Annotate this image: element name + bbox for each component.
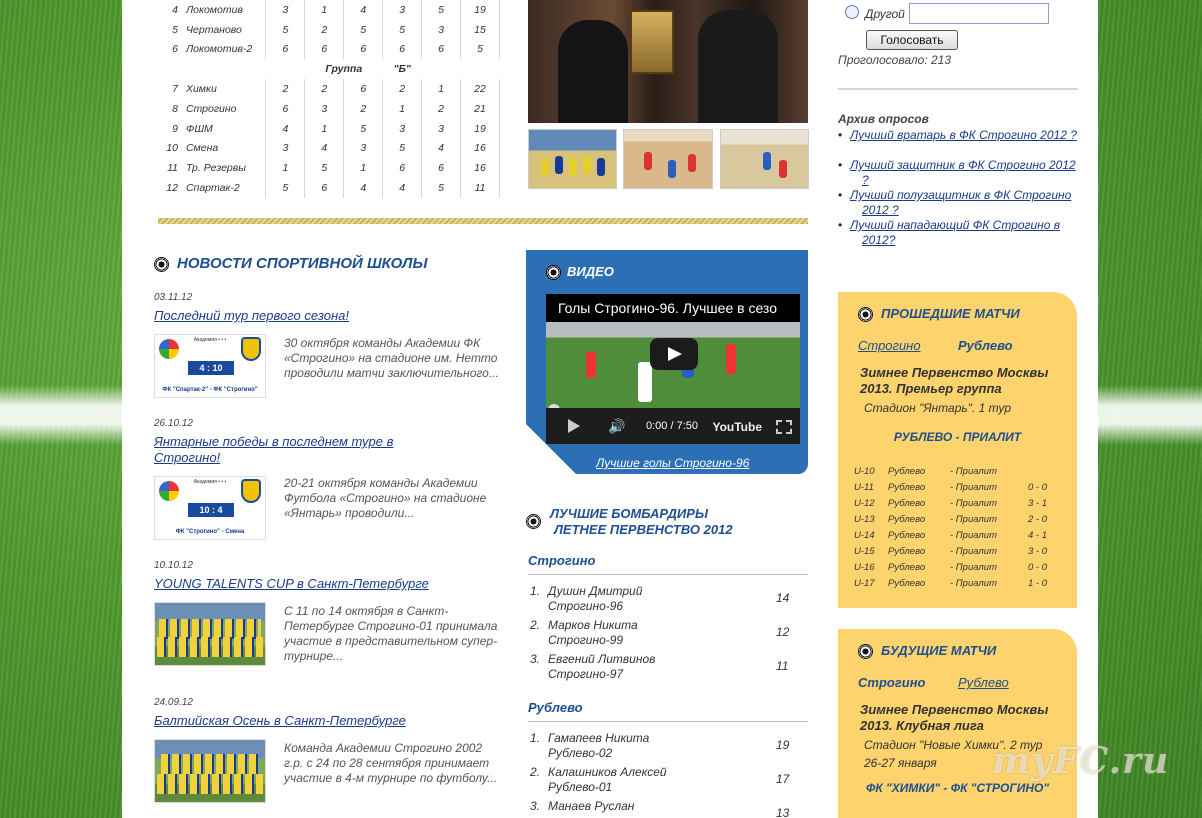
group-label: Группа: [325, 63, 363, 76]
standings-table: [158, 0, 500, 198]
scorer-name: [548, 731, 649, 761]
stat: 3: [266, 0, 305, 20]
scorer-goals: 17: [776, 772, 790, 786]
news-thumbnail[interactable]: [154, 739, 266, 803]
news-excerpt: С 11 по 14 октября в Санкт-Петербурге Строгино-01 принимала участие в представительном супер-турнире...: [284, 604, 498, 663]
stat: 5: [305, 158, 344, 178]
stat: 6: [422, 40, 461, 60]
scorer-name: [548, 584, 642, 614]
news-title-link[interactable]: Янтарные победы в последнем туре в Строгино!: [154, 434, 394, 465]
poll-option-radio[interactable]: [845, 5, 859, 19]
future-matches-heading-text: БУДУЩИЕ МАТЧИ: [881, 643, 997, 658]
scorer-rank: 2.: [530, 765, 541, 779]
away-team: - Приалит: [950, 482, 997, 493]
scorers-heading: [526, 506, 733, 538]
home-team: Рублево: [888, 466, 926, 477]
poll-archive-item: [838, 188, 1078, 218]
news-excerpt: 30 октября команды Академии ФК «Строгино» на стадионе им. Нетто проводили матчи заключительного...: [284, 336, 499, 380]
decorative-divider: [158, 218, 808, 224]
player-name: Душин Дмитрий: [548, 584, 643, 598]
news-date: 24.09.12: [154, 697, 193, 708]
news-title-link[interactable]: YOUNG TALENTS CUP в Санкт-Петербурге: [154, 576, 429, 591]
match-result-row: [854, 482, 1064, 498]
scorer-name: [548, 765, 667, 795]
vote-button[interactable]: Голосовать: [866, 30, 958, 50]
competition-name: Зимнее Первенство Москвы 2013. Премьер группа: [860, 365, 1049, 396]
scorer-goals: 14: [776, 591, 790, 605]
video-time: 0:00 / 7:50: [646, 420, 698, 432]
player-name: Калашников Алексей: [548, 765, 667, 779]
stat: 2: [305, 79, 344, 99]
stat: 5: [266, 20, 305, 40]
news-thumbnail[interactable]: [154, 476, 266, 540]
result-score: 3 - 1: [1028, 498, 1048, 509]
stat: 1: [266, 158, 305, 178]
club-crest-icon: [241, 337, 261, 361]
team-name: ФШМ: [182, 119, 266, 139]
poll-archive-item: [838, 218, 1078, 248]
stat: 21: [461, 99, 500, 119]
stat: 4: [383, 178, 422, 198]
stat: 1: [305, 0, 344, 20]
news-excerpt: 20-21 октября команды Академии Футбола «Строгино» на стадионе «Янтарь» проводили...: [284, 476, 487, 520]
field-chalk-line-right: [1098, 385, 1202, 445]
player-name: Евгений Литвинов: [548, 652, 656, 666]
scorer-goals: 11: [776, 659, 789, 673]
home-team: Рублево: [888, 546, 926, 557]
scorer-goals: 19: [776, 738, 790, 752]
photo-person: [698, 10, 778, 123]
home-team: Рублево: [888, 498, 926, 509]
stadium-info: Стадион "Новые Химки". 2 тур: [864, 738, 1043, 752]
poll-archive-item: [838, 158, 1078, 188]
stat: 3: [383, 0, 422, 20]
photo-figure: [763, 152, 771, 170]
photo-figure: [555, 156, 563, 174]
away-team: - Приалит: [950, 546, 997, 557]
match-score: 10 : 4: [188, 503, 234, 517]
age-group: U-11: [854, 482, 874, 493]
scorer-rank: 1.: [530, 731, 541, 745]
news-title-link[interactable]: Балтийская Осень в Санкт-Петербурге: [154, 713, 406, 728]
result-score: 3 - 0: [1028, 546, 1048, 557]
blank-cell: [158, 59, 182, 79]
result-score: 0 - 0: [1028, 482, 1048, 493]
position: 10: [166, 142, 178, 155]
match-teams: ФК "Строгино" - Смена: [175, 529, 245, 535]
age-group: U-12: [854, 498, 875, 509]
result-score: 1 - 0: [1028, 578, 1048, 589]
blank-cell: [461, 59, 500, 79]
news-excerpt: Команда Академии Строгино 2002 г.р. с 24 по 28 сентября принимает участие в 4-м турнире по футболу...: [284, 741, 498, 785]
stat: 2: [422, 99, 461, 119]
club-logo-icon: [159, 339, 179, 359]
stadium-info: Стадион "Янтарь". 1 тур: [864, 401, 1012, 415]
match-result-row: [854, 546, 1064, 562]
home-team: Рублево: [888, 578, 926, 589]
past-matches-card: [838, 292, 1077, 608]
video-player[interactable]: [546, 294, 800, 444]
player-team: Рублево-01: [548, 780, 613, 794]
stat: 2: [305, 20, 344, 40]
table-row: [158, 99, 500, 119]
stat: 22: [461, 79, 500, 99]
position: 11: [167, 162, 178, 175]
thumbnail-caption: Академия • • •: [193, 337, 227, 343]
blank-cell: [422, 59, 461, 79]
table-row: [158, 79, 500, 99]
match-result-row: [854, 498, 1064, 514]
gallery-thumbnail[interactable]: [720, 129, 809, 189]
stat: 3: [383, 119, 422, 139]
match-result-row: [854, 562, 1064, 578]
stat: 16: [461, 158, 500, 178]
soccer-ball-icon: [154, 257, 169, 272]
video-title[interactable]: Голы Строгино-96. Лучшее в сезо: [558, 300, 777, 316]
news-date: 03.11.12: [154, 292, 193, 303]
result-score: 0 - 0: [1028, 562, 1048, 573]
scorers-team-heading: Рублево: [528, 700, 808, 722]
age-group: U-13: [854, 514, 875, 525]
stat: 5: [383, 20, 422, 40]
scorer-goals: 12: [776, 625, 790, 639]
poll-archive-link[interactable]: • Лучший защитник в ФК Строгино 2012 ?: [850, 158, 1076, 187]
stat: 6: [266, 99, 305, 119]
thumbnail-caption: Академия • • •: [193, 479, 227, 485]
stat: 4: [305, 139, 344, 159]
team-name: Химки: [182, 79, 266, 99]
scorer-rank: 3.: [530, 652, 541, 666]
field-chalk-line-left: [0, 385, 122, 445]
youtube-logo[interactable]: YouTube: [712, 420, 762, 434]
home-team: Рублево: [888, 530, 926, 541]
match-result-row: [854, 530, 1064, 546]
competition-name: Зимнее Первенство Москвы 2013. Клубная лига: [860, 702, 1049, 733]
stat: 11: [461, 178, 500, 198]
scorer-name: Манаев Руслан: [548, 799, 635, 813]
tab-rublevo[interactable]: Рублево: [958, 675, 1009, 690]
video-heading: [546, 264, 614, 280]
stat: 5: [344, 20, 383, 40]
scorer-rank: 1.: [530, 584, 541, 598]
player-team: Строгино-97: [548, 667, 624, 681]
news-heading: [154, 255, 427, 272]
table-row: [158, 178, 500, 198]
stat: 6: [344, 79, 383, 99]
stat: 5: [422, 178, 461, 198]
tab-strogino[interactable]: Строгино: [858, 675, 926, 690]
stat: 6: [305, 40, 344, 60]
main-photo[interactable]: [528, 0, 808, 123]
stat: 15: [461, 20, 500, 40]
divider: [838, 88, 1078, 90]
poll-archive-item: [838, 128, 1078, 143]
away-team: - Приалит: [950, 578, 997, 589]
site-watermark: myFC.ru: [992, 740, 1170, 782]
stat: 6: [266, 40, 305, 60]
player-team: Строгино-99: [548, 633, 624, 647]
age-group: U-10: [854, 466, 875, 477]
table-row: [158, 139, 500, 159]
poll-archive-link[interactable]: • Лучший вратарь в ФК Строгино 2012 ?: [850, 128, 1077, 142]
home-team: Рублево: [888, 562, 926, 573]
stat: 4: [344, 0, 383, 20]
stat: 5: [461, 40, 500, 60]
player-team: Рублево-02: [548, 746, 613, 760]
away-team: - Приалит: [950, 530, 997, 541]
scorers-team-heading: Строгино: [528, 553, 808, 575]
stat: 3: [422, 119, 461, 139]
stat: 3: [344, 139, 383, 159]
away-team: - Приалит: [950, 562, 997, 573]
photo-award: [630, 10, 674, 74]
news-heading-text: НОВОСТИ СПОРТИВНОЙ ШКОЛЫ: [177, 255, 428, 272]
stat: 5: [422, 0, 461, 20]
blank-cell: [182, 59, 266, 79]
stat: 6: [305, 178, 344, 198]
away-team: - Приалит: [950, 498, 997, 509]
photo-figure: [638, 362, 652, 402]
poll-archive-link[interactable]: • Лучший полузащитник в ФК Строгино 2012 ?: [850, 188, 1072, 217]
position: 9: [172, 122, 178, 135]
stat: 6: [422, 158, 461, 178]
table-row: [158, 0, 500, 20]
soccer-ball-icon: [546, 265, 561, 280]
home-team: Рублево: [888, 514, 926, 525]
news-item: [154, 697, 499, 785]
position: 12: [166, 182, 178, 195]
soccer-ball-icon: [858, 644, 873, 659]
news-date: 10.10.12: [154, 560, 193, 571]
video-link[interactable]: Лучшие голы Строгино-96: [596, 456, 750, 470]
table-row: [158, 158, 500, 178]
match-teams: ФК "Спартак-2" - ФК "Строгино": [162, 387, 258, 393]
age-group: U-17: [854, 578, 875, 589]
stat: 4: [422, 139, 461, 159]
photo-figure: [541, 158, 549, 176]
team-name: Локомотив-2: [182, 40, 266, 60]
gallery-thumbnail[interactable]: [623, 129, 713, 189]
past-matches-heading: [858, 306, 1020, 322]
photo-figure: [586, 352, 596, 378]
age-group: U-15: [854, 546, 875, 557]
result-score: 2 - 0: [1028, 514, 1048, 525]
position: 8: [172, 102, 178, 115]
player-team: Строгино-96: [548, 599, 624, 613]
video-controls: [546, 408, 800, 444]
stat: 5: [383, 139, 422, 159]
stat: 16: [461, 139, 500, 159]
home-team: Рублево: [888, 482, 926, 493]
match-title: ФК "ХИМКИ" - ФК "СТРОГИНО": [865, 781, 1050, 795]
stat: 5: [266, 178, 305, 198]
scorer-name: [548, 618, 638, 648]
future-matches-card: [838, 629, 1077, 818]
stat: 1: [422, 79, 461, 99]
away-team: - Приалит: [950, 466, 997, 477]
stat: 2: [383, 79, 422, 99]
player-name: Гамапеев Никита: [548, 731, 650, 745]
table-row: [158, 20, 500, 40]
table-row: [158, 40, 500, 60]
match-result-row: [854, 466, 1064, 482]
match-date: 26-27 января: [864, 756, 937, 770]
stat: 6: [344, 40, 383, 60]
team-name: Смена: [182, 139, 266, 159]
page-content: [122, 0, 1170, 818]
scorer-name: [548, 652, 655, 682]
news-item: [154, 560, 499, 663]
news-item: [154, 292, 499, 393]
result-score: 4 - 1: [1028, 530, 1048, 541]
position: 7: [172, 83, 178, 96]
position: 6: [172, 43, 178, 56]
gallery-thumbnail[interactable]: [528, 129, 617, 189]
stat: 2: [266, 79, 305, 99]
news-thumbnail[interactable]: [154, 334, 266, 398]
team-name: Чертаново: [182, 20, 266, 40]
photo-team-row: [157, 774, 263, 794]
photo-figure: [644, 152, 652, 170]
scorer-rank: 3.: [530, 799, 541, 813]
tab-rublevo[interactable]: Рублево: [958, 338, 1013, 353]
photo-figure: [726, 344, 736, 374]
team-name: Тр. Резервы: [182, 158, 266, 178]
stat: 4: [344, 178, 383, 198]
photo-team-row: [157, 637, 263, 657]
stat: 6: [383, 158, 422, 178]
blank-cell: [266, 59, 305, 79]
fullscreen-icon[interactable]: [776, 420, 792, 434]
soccer-ball-icon: [858, 307, 873, 322]
team-name: Строгино: [182, 99, 266, 119]
stat: 1: [305, 119, 344, 139]
stat: 3: [422, 20, 461, 40]
scorers-heading-line1: ЛУЧШИЕ БОМБАРДИРЫ: [550, 506, 708, 521]
match-score: 4 : 10: [188, 361, 234, 375]
news-item: [154, 418, 499, 535]
table-row: [158, 119, 500, 139]
stat: 4: [266, 119, 305, 139]
stat: 1: [383, 99, 422, 119]
photo-figure: [779, 160, 787, 178]
scorer-rank: 2.: [530, 618, 541, 632]
match-title: РУБЛЕВО - ПРИАЛИТ: [893, 430, 1022, 444]
play-icon[interactable]: [650, 338, 698, 370]
soccer-ball-icon: [526, 514, 541, 529]
stat: 5: [344, 119, 383, 139]
volume-icon[interactable]: 🔊: [608, 418, 626, 434]
photo-figure: [597, 158, 605, 176]
club-crest-icon: [241, 479, 261, 503]
poll-archive-heading: Архив опросов: [838, 112, 929, 126]
match-result-row: [854, 514, 1064, 530]
news-thumbnail[interactable]: [154, 602, 266, 666]
stat: 1: [344, 158, 383, 178]
video-heading-text: ВИДЕО: [567, 264, 614, 279]
position: 5: [172, 23, 178, 36]
video-widget: [526, 250, 808, 474]
stat: 6: [383, 40, 422, 60]
photo-figure: [668, 160, 676, 178]
group-header-row: [158, 59, 500, 79]
news-title-link[interactable]: Последний тур первого сезона!: [154, 308, 350, 323]
poll-other-input[interactable]: [909, 3, 1049, 24]
scorer-goals: 13: [776, 806, 790, 818]
club-logo-icon: [159, 481, 179, 501]
stat: 19: [461, 119, 500, 139]
photo-person: [558, 20, 628, 123]
photo-figure: [569, 158, 577, 176]
past-matches-heading-text: ПРОШЕДШИЕ МАТЧИ: [881, 306, 1020, 321]
age-group: U-16: [854, 562, 875, 573]
photo-team-row: [161, 754, 259, 774]
poll-archive-link[interactable]: • Лучший нападающий ФК Строгино в 2012?: [850, 218, 1061, 247]
position: 4: [172, 3, 178, 16]
future-matches-heading: [858, 643, 996, 659]
away-team: - Приалит: [950, 514, 997, 525]
photo-team-row: [159, 619, 261, 639]
scorers-heading-line2: ЛЕТНЕЕ ПЕРВЕНСТВО 2012: [554, 522, 733, 537]
tab-strogino[interactable]: Строгино: [858, 338, 921, 353]
age-group: U-14: [854, 530, 875, 541]
poll-option-label: Другой: [865, 7, 905, 21]
team-name: Локомотив: [182, 0, 266, 20]
stat: 3: [305, 99, 344, 119]
team-name: Спартак-2: [182, 178, 266, 198]
photo-figure: [583, 156, 591, 174]
match-result-row: [854, 578, 1064, 594]
stat: 3: [266, 139, 305, 159]
news-date: 26.10.12: [154, 418, 193, 429]
page-curl-decoration: [526, 424, 576, 474]
group-letter: "Б": [393, 63, 411, 76]
stat: 2: [344, 99, 383, 119]
poll-vote-count: Проголосовало: 213: [838, 53, 952, 67]
player-name: Марков Никита: [548, 618, 638, 632]
photo-figure: [688, 154, 696, 172]
stat: 19: [461, 0, 500, 20]
